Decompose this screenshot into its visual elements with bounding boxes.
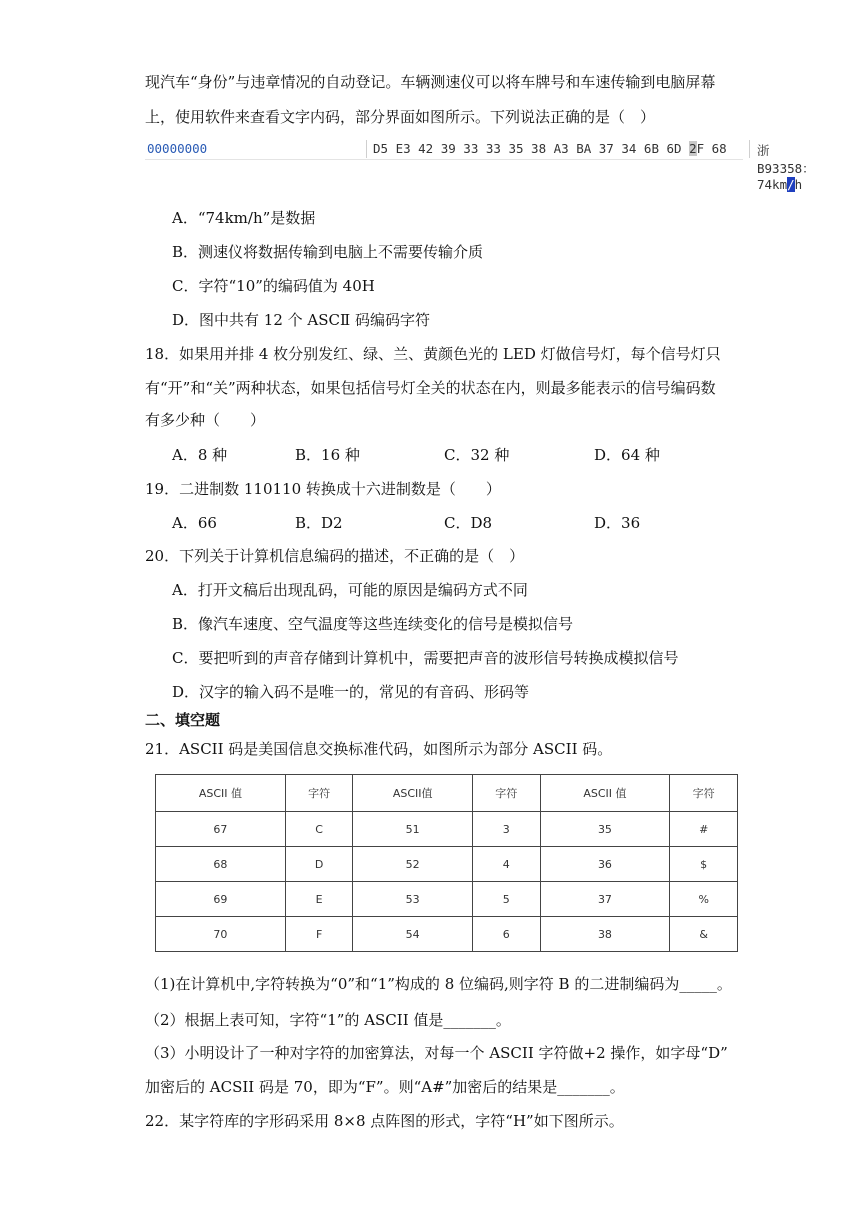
hex-bytes-part: F 68 bbox=[696, 141, 727, 156]
table-cell: 3 bbox=[472, 812, 540, 847]
hex-text-cursor: / bbox=[787, 177, 795, 192]
hex-text-part: h bbox=[794, 177, 803, 192]
q18-option-c: C．32 种 bbox=[444, 446, 510, 464]
table-cell: 69 bbox=[156, 882, 286, 917]
hex-text-preview bbox=[757, 141, 815, 192]
table-row bbox=[156, 812, 738, 847]
q17-stem-line-2: 上，使用软件来查看文字内码，部分界面如图所示。下列说法正确的是（ ） bbox=[145, 108, 656, 126]
q21-sub-1: （1)在计算机中,字符转换为“0”和“1”构成的 8 位编码,则字符 B 的二进制编码为_____。 bbox=[145, 975, 732, 993]
q17-option-a: A．“74km/h”是数据 bbox=[172, 209, 316, 227]
table-row bbox=[156, 917, 738, 952]
q20-stem: 20．下列关于计算机信息编码的描述，不正确的是（ ） bbox=[145, 547, 525, 565]
hex-bytes bbox=[373, 141, 727, 156]
table-cell: 52 bbox=[353, 847, 473, 882]
q19-option-d: D．36 bbox=[594, 514, 641, 532]
table-cell: 51 bbox=[353, 812, 473, 847]
table-cell: F bbox=[285, 917, 353, 952]
table-cell: 38 bbox=[540, 917, 670, 952]
table-row bbox=[156, 882, 738, 917]
q20-option-a: A．打开文稿后出现乱码，可能的原因是编码方式不同 bbox=[172, 581, 528, 599]
q20-option-b: B．像汽车速度、空气温度等这些连续变化的信号是模拟信号 bbox=[172, 615, 574, 633]
q18-stem-line-2: 有“开”和“关”两种状态，如果包括信号灯全关的状态在内，则最多能表示的信号编码数 bbox=[145, 379, 716, 397]
q19-option-a: A．66 bbox=[172, 514, 217, 532]
hex-divider bbox=[749, 140, 750, 158]
table-cell: 36 bbox=[540, 847, 670, 882]
q19-stem: 19．二进制数 110110 转换成十六进制数是（ ） bbox=[145, 480, 501, 498]
table-header-cell: 字符 bbox=[472, 775, 540, 812]
q17-option-c: C．字符“10”的编码值为 40H bbox=[172, 277, 375, 295]
table-row bbox=[156, 847, 738, 882]
q19-option-c: C．D8 bbox=[444, 514, 493, 532]
ascii-table-header-row bbox=[156, 775, 738, 812]
table-cell: 6 bbox=[472, 917, 540, 952]
table-cell: & bbox=[670, 917, 738, 952]
q22-stem: 22．某字符库的字形码采用 8×8 点阵图的形式，字符“H”如下图所示。 bbox=[145, 1112, 624, 1130]
table-cell: 53 bbox=[353, 882, 473, 917]
table-cell: E bbox=[285, 882, 353, 917]
table-cell: $ bbox=[670, 847, 738, 882]
table-header-cell: 字符 bbox=[285, 775, 353, 812]
table-cell: 68 bbox=[156, 847, 286, 882]
q18-stem-line-3: 有多少种（ ） bbox=[145, 411, 266, 429]
q21-sub-3-line-1: （3）小明设计了一种对字符的加密算法，对每一个 ASCII 字符做+2 操作，如字母“D” bbox=[145, 1044, 728, 1062]
hex-address: 00000000 bbox=[147, 141, 208, 156]
q17-option-b: B．测速仪将数据传输到电脑上不需要传输介质 bbox=[172, 243, 484, 261]
q17-option-d: D．图中共有 12 个 ASCⅡ 码编码字符 bbox=[172, 311, 430, 329]
q21-stem: 21．ASCII 码是美国信息交换标准代码，如图所示为部分 ASCII 码。 bbox=[145, 740, 613, 758]
hex-divider bbox=[366, 140, 367, 158]
q21-sub-2: （2）根据上表可知，字符“1”的 ASCII 值是_______。 bbox=[145, 1011, 511, 1029]
table-cell: 67 bbox=[156, 812, 286, 847]
table-header-cell: ASCII 值 bbox=[156, 775, 286, 812]
q19-option-b: B．D2 bbox=[295, 514, 343, 532]
table-cell: 4 bbox=[472, 847, 540, 882]
table-cell: 5 bbox=[472, 882, 540, 917]
q20-option-d: D．汉字的输入码不是唯一的，常见的有音码、形码等 bbox=[172, 683, 530, 701]
table-header-cell: ASCII 值 bbox=[540, 775, 670, 812]
q20-option-c: C．要把听到的声音存储到计算机中，需要把声音的波形信号转换成模拟信号 bbox=[172, 649, 679, 667]
q18-option-a: A．8 种 bbox=[172, 446, 228, 464]
q18-option-b: B．16 种 bbox=[295, 446, 360, 464]
q18-option-d: D．64 种 bbox=[594, 446, 660, 464]
section-title: 二、填空题 bbox=[145, 711, 221, 729]
table-cell: 37 bbox=[540, 882, 670, 917]
hex-byte-highlight: 2 bbox=[689, 141, 697, 156]
table-cell: D bbox=[285, 847, 353, 882]
table-header-cell: ASCII值 bbox=[353, 775, 473, 812]
hex-text-part: 浙B93358：74km bbox=[757, 143, 815, 192]
table-cell: 54 bbox=[353, 917, 473, 952]
table-cell: % bbox=[670, 882, 738, 917]
ascii-table bbox=[155, 774, 738, 952]
table-cell: 70 bbox=[156, 917, 286, 952]
q18-stem-line-1: 18．如果用并排 4 枚分别发红、绿、兰、黄颜色光的 LED 灯做信号灯，每个信号灯只 bbox=[145, 345, 721, 363]
table-cell: 35 bbox=[540, 812, 670, 847]
q17-stem-line-1: 现汽车“身份”与违章情况的自动登记。车辆测速仪可以将车牌号和车速传输到电脑屏幕 bbox=[145, 73, 716, 91]
hex-bytes-part: D5 E3 42 39 33 33 35 38 A3 BA 37 34 6B 6D bbox=[373, 141, 690, 156]
hex-viewer-strip bbox=[145, 139, 815, 192]
table-cell: C bbox=[285, 812, 353, 847]
table-cell: # bbox=[670, 812, 738, 847]
table-header-cell: 字符 bbox=[670, 775, 738, 812]
q21-sub-3-line-2: 加密后的 ACSII 码是 70，即为“F”。则“A#”加密后的结果是_______。 bbox=[145, 1078, 625, 1096]
